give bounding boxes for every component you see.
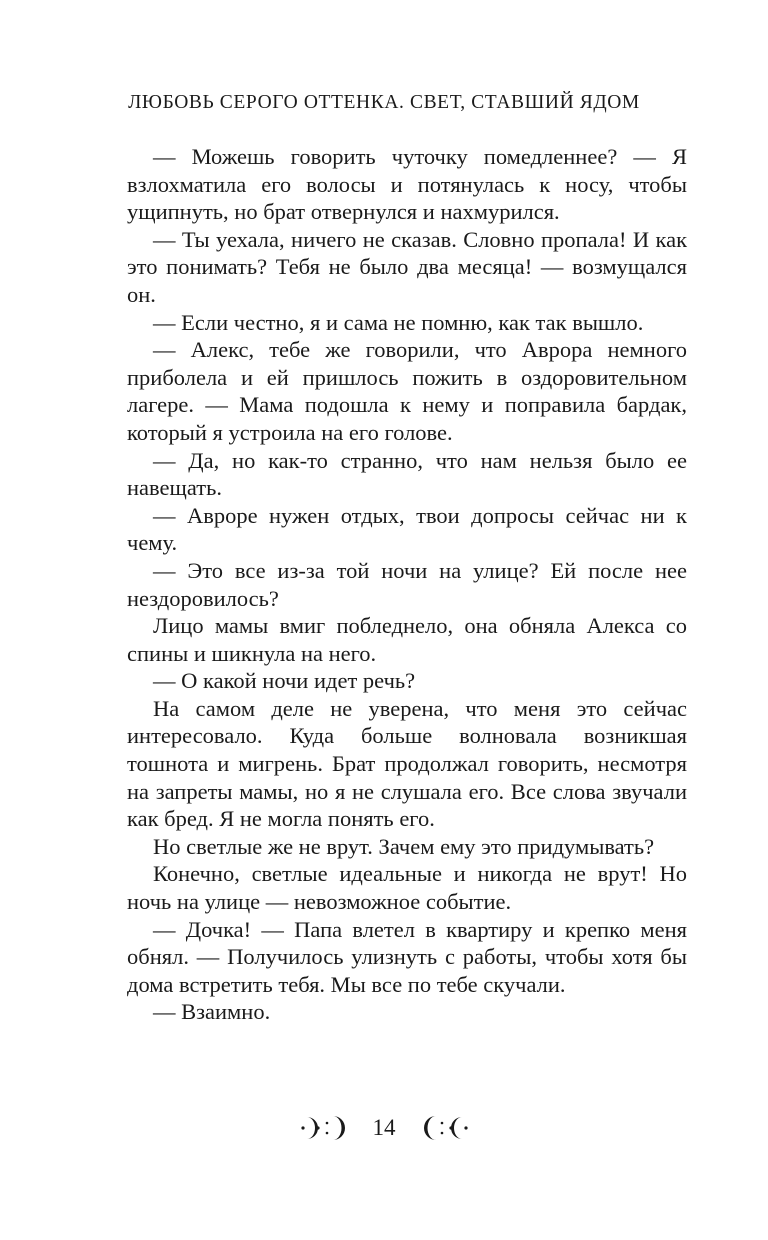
paragraph: — Дочка! — Папа влетел в квартиру и крепко меня обнял. — Получилось улизнуть с работы, чтобы хотя бы дома встретить тебя. Мы все по тебе скучали. [127,916,687,997]
paragraph: На самом деле не уверена, что меня это сейчас интересовало. Куда больше волновала возникшая тошнота и мигрень. Брат продолжал говорить, несмотря на запреты мамы, но я не слушала его. Все слова звучали как бред. Я не могла понять его. [127,695,687,832]
paragraph: — Ты уехала, ничего не сказав. Словно пропала! И как это понимать? Тебя не было два месяца! — возмущался он. [127,226,687,307]
waning-moon-ornament-icon [414,1113,472,1143]
paragraph: — Алекс, тебе же говорили, что Аврора немного приболела и ей пришлось пожить в оздоровительном лагере. — Мама подошла к нему и поправила бардак, который я устроила на его голове. [127,337,687,445]
paragraph: — Это все из-за той ночи на улице? Ей после нее нездоровилось? [127,557,687,611]
page-body [127,143,687,1026]
paragraph: Но светлые же не врут. Зачем ему это придумывать? [153,833,655,859]
page-number: 14 [372,1115,396,1140]
paragraph: — Взаимно. [153,999,271,1025]
paragraph: Конечно, светлые идеальные и никогда не врут! Но ночь на улице — невозможное событие. [127,861,687,915]
paragraph: — Авроре нужен отдых, твои допросы сейчас ни к чему. [127,502,687,556]
paragraph: Лицо мамы вмиг побледнело, она обняла Алекса со спины и шикнула на него. [127,613,687,666]
paragraph: — Да, но как-то странно, что нам нельзя было ее навещать. [127,447,687,501]
paragraph: — Можешь говорить чуточку помедленнее? — Я взлохматила его волосы и потянулась к носу, чтобы ущипнуть, но брат отвернулся и нахмурился. [127,144,687,225]
waxing-moon-ornament-icon [297,1113,355,1143]
running-header: ЛЮБОВЬ СЕРОГО ОТТЕНКА. СВЕТ, СТАВШИЙ ЯДОМ [128,92,640,113]
paragraph: — О какой ночи идет речь? [153,668,416,694]
paragraph: — Если честно, я и сама не помню, как так вышло. [153,309,644,335]
page-footer [0,1113,768,1143]
